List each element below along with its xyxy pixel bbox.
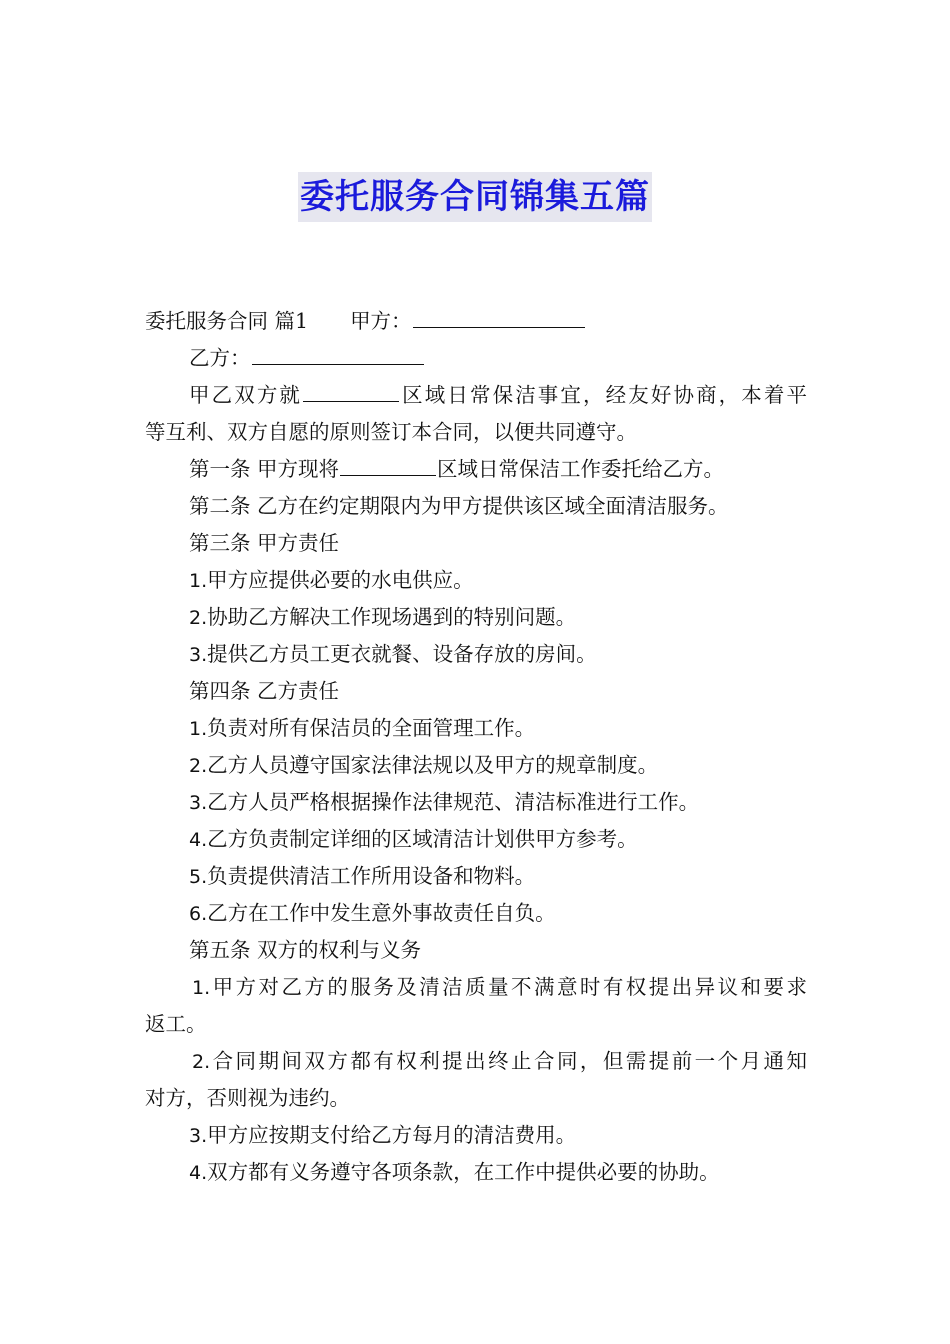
item-number: 4.	[189, 829, 208, 851]
item-text: 负责提供清洁工作所用设备和物料。	[207, 864, 536, 888]
article-3-item	[145, 562, 807, 599]
preamble-line-2: 等互利、双方自愿的原则签订本合同，以便共同遵守。	[145, 420, 637, 444]
contract-heading: 委托服务合同 篇1	[145, 309, 309, 333]
item-text: 双方都有义务遵守各项条款，在工作中提供必要的协助。	[207, 1160, 720, 1184]
party-b-label: 乙方：	[189, 346, 251, 370]
party-b-blank[interactable]	[252, 342, 424, 365]
item-text: 乙方人员严格根据操作法律规范、清洁标准进行工作。	[207, 790, 700, 814]
article-4-heading: 第四条 乙方责任	[189, 679, 340, 703]
article-5-item-2-line-2: 对方，否则视为违约。	[145, 1086, 350, 1110]
document-title	[0, 172, 950, 222]
item-number: 2.	[189, 607, 208, 629]
party-a-label: 甲方：	[350, 309, 412, 333]
item-number: 2.	[189, 755, 208, 777]
item-number: 5.	[189, 866, 208, 888]
item-number: 3.	[189, 644, 208, 666]
area-blank-2[interactable]	[340, 453, 436, 476]
article-4-item	[145, 858, 807, 895]
article-4-item	[145, 895, 807, 932]
article-1-end: 区域日常保洁工作委托给乙方。	[437, 457, 725, 481]
article-3-item	[145, 599, 807, 636]
item-text: 甲方应提供必要的水电供应。	[207, 568, 474, 592]
item-number: 6.	[189, 903, 208, 925]
article-4-item	[145, 747, 807, 784]
party-b-line	[145, 340, 807, 377]
document-body	[145, 303, 807, 1191]
article-5-item-2-line-1	[145, 1043, 807, 1080]
item-text: 负责对所有保洁员的全面管理工作。	[207, 716, 536, 740]
party-a-blank[interactable]	[413, 305, 585, 328]
item-number: 3.	[189, 1125, 208, 1147]
item-number: 1.	[189, 718, 208, 740]
article-5-item-1-line-1	[145, 969, 807, 1006]
item-number: 4.	[189, 1162, 208, 1184]
article-2: 第二条 乙方在约定期限内为甲方提供该区域全面清洁服务。	[189, 494, 729, 518]
preamble-text-end: 区域日常保洁事宜，经友好协商，本着平	[400, 383, 808, 407]
item-number: 1.	[189, 570, 208, 592]
preamble-line-1	[145, 377, 807, 414]
article-5-item-4	[145, 1154, 807, 1191]
article-3-heading: 第三条 甲方责任	[189, 531, 340, 555]
article-4-item	[145, 821, 807, 858]
article-4-item	[145, 710, 807, 747]
article-4-item	[145, 784, 807, 821]
intro-line	[145, 303, 807, 340]
item-text: 合同期间双方都有权利提出终止合同，但需提前一个月通知	[210, 1049, 807, 1073]
item-text: 协助乙方解决工作现场遇到的特别问题。	[207, 605, 577, 629]
item-text: 乙方负责制定详细的区域清洁计划供甲方参考。	[207, 827, 638, 851]
article-1	[145, 451, 807, 488]
article-5-heading: 第五条 双方的权利与义务	[189, 938, 422, 962]
title-text: 委托服务合同锦集五篇	[298, 172, 652, 222]
article-5-item-1-line-2: 返工。	[145, 1012, 207, 1036]
article-1-start: 第一条 甲方现将	[189, 457, 340, 481]
item-text: 提供乙方员工更衣就餐、设备存放的房间。	[207, 642, 597, 666]
item-number: 3.	[189, 792, 208, 814]
item-text: 甲方对乙方的服务及清洁质量不满意时有权提出异议和要求	[210, 975, 807, 999]
item-number: 1.	[192, 977, 211, 999]
item-text: 甲方应按期支付给乙方每月的清洁费用。	[207, 1123, 577, 1147]
area-blank-1[interactable]	[303, 379, 399, 402]
preamble-text-start: 甲乙双方就	[189, 383, 303, 407]
article-3-item	[145, 636, 807, 673]
item-number: 2.	[192, 1051, 211, 1073]
article-5-item-3	[145, 1117, 807, 1154]
item-text: 乙方人员遵守国家法律法规以及甲方的规章制度。	[207, 753, 659, 777]
item-text: 乙方在工作中发生意外事故责任自负。	[207, 901, 556, 925]
